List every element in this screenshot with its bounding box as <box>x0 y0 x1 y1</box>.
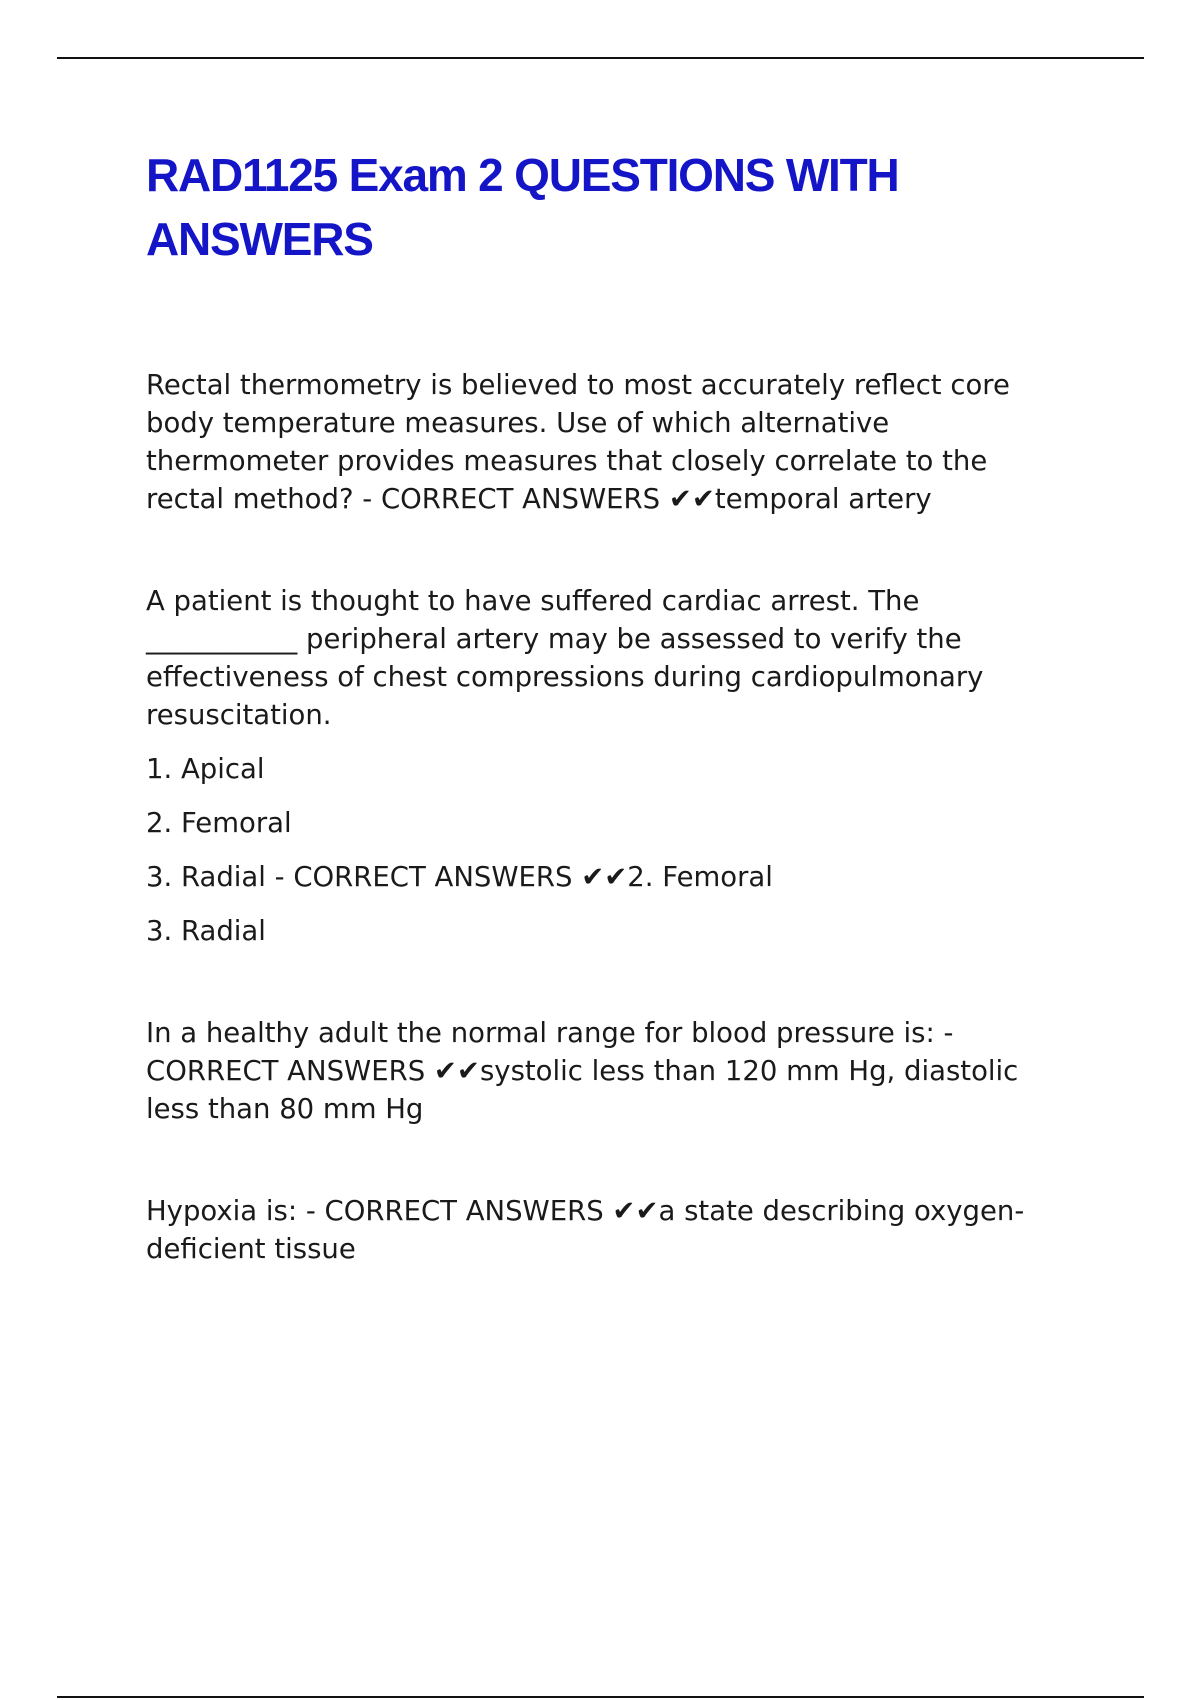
question-1: Rectal thermometry is believed to most accurately reflect core body temperature measures. Use of which alternative thermometer provides measures that closely correlate to the rectal method? - CORRECT ANSWERS ✔✔temporal artery <box>146 369 1010 515</box>
question-2-option: 3. Radial <box>146 915 266 947</box>
document-title: RAD1125 Exam 2 QUESTIONS WITH ANSWERS <box>146 149 899 265</box>
document-body <box>146 366 1066 1268</box>
question-2-stem: A patient is thought to have suffered cardiac arrest. The ___________ peripheral artery may be assessed to verify the effectiveness of chest compressions during cardiopulmonary resuscitation. <box>146 585 984 731</box>
question-2-option: 1. Apical <box>146 753 265 785</box>
bottom-rule <box>57 1696 1144 1698</box>
top-rule <box>57 57 1144 59</box>
question-3: In a healthy adult the normal range for blood pressure is: - CORRECT ANSWERS ✔✔systolic less than 120 mm Hg, diastolic less than 80 mm Hg <box>146 1017 1019 1125</box>
question-2-options <box>146 750 1066 950</box>
question-2-option: 3. Radial - CORRECT ANSWERS ✔✔2. Femoral <box>146 861 773 893</box>
question-2-option: 2. Femoral <box>146 807 292 839</box>
question-4: Hypoxia is: - CORRECT ANSWERS ✔✔a state describing oxygen-deficient tissue <box>146 1195 1025 1265</box>
